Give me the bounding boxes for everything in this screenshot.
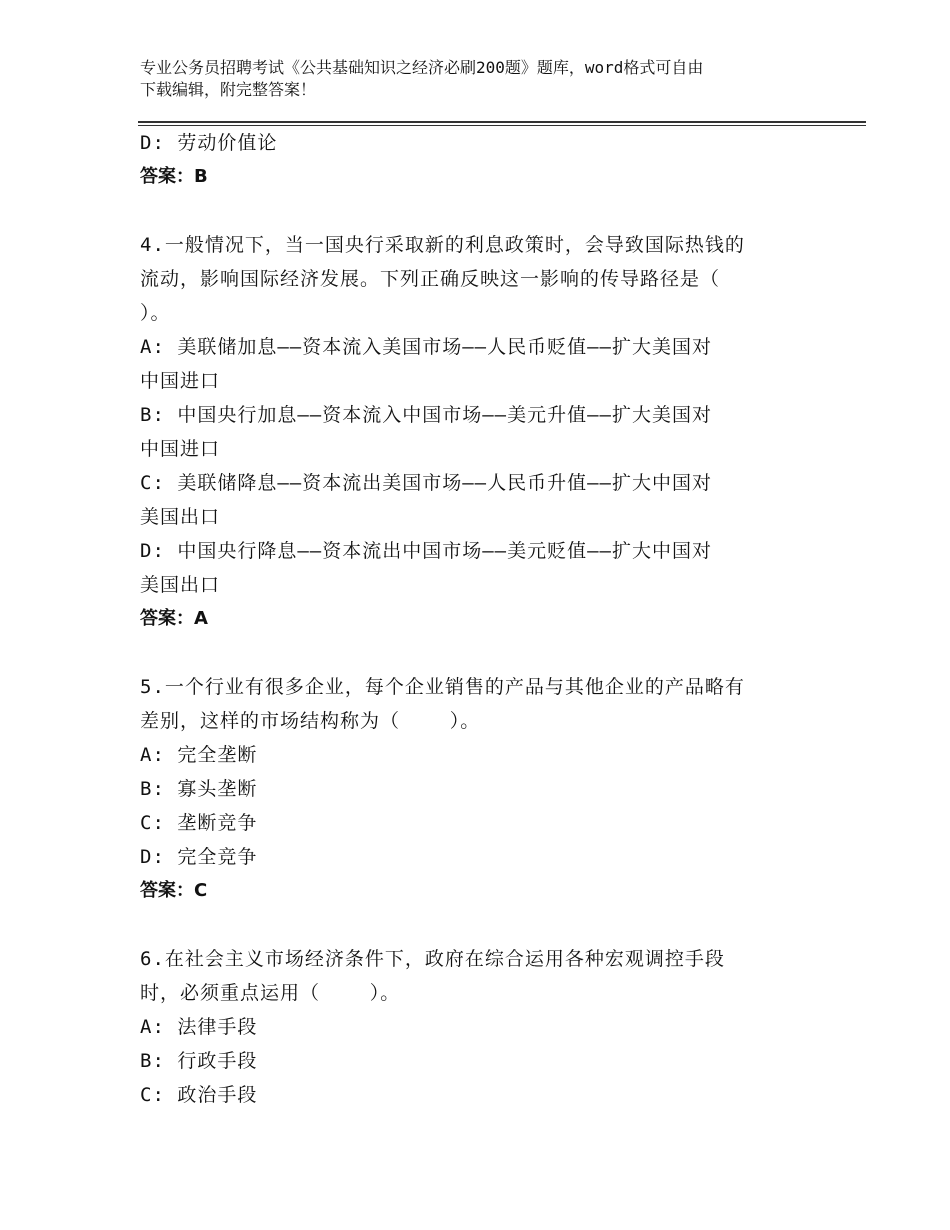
document-body	[140, 126, 810, 1112]
option-d: D: 劳动价值论	[140, 132, 278, 154]
option-c: C: 垄断竞争	[140, 812, 258, 834]
header-line-2: 下载编辑，附完整答案！	[140, 80, 317, 99]
option-a: A: 完全垄断	[140, 744, 258, 766]
question-stem: 时，必须重点运用（ ）。	[140, 982, 401, 1004]
option-a: A: 法律手段	[140, 1016, 258, 1038]
option-d-cont: 美国出口	[140, 574, 221, 596]
answer: 答案：B	[140, 166, 208, 187]
option-b-cont: 中国进口	[140, 438, 221, 460]
answer: 答案：A	[140, 608, 208, 629]
header-divider	[138, 121, 866, 123]
spacer	[140, 194, 810, 228]
question-stem: 6.在社会主义市场经济条件下，政府在综合运用各种宏观调控手段	[140, 948, 725, 970]
spacer	[140, 908, 810, 942]
option-a: A: 美联储加息——资本流入美国市场——人民币贬值——扩大美国对	[140, 336, 712, 358]
option-c-cont: 美国出口	[140, 506, 221, 528]
spacer	[140, 636, 810, 670]
answer: 答案：C	[140, 880, 208, 901]
option-b: B: 中国央行加息——资本流入中国市场——美元升值——扩大美国对	[140, 404, 712, 426]
header-line-1: 专业公务员招聘考试《公共基础知识之经济必刷200题》题库，word格式可自由	[140, 58, 704, 77]
option-b: B: 寡头垄断	[140, 778, 258, 800]
question-stem: ）。	[140, 302, 171, 324]
question-3	[140, 126, 810, 194]
question-5	[140, 670, 810, 908]
option-d: D: 中国央行降息——资本流出中国市场——美元贬值——扩大中国对	[140, 540, 712, 562]
option-c: C: 美联储降息——资本流出美国市场——人民币升值——扩大中国对	[140, 472, 712, 494]
option-c: C: 政治手段	[140, 1084, 258, 1106]
question-stem: 流动，影响国际经济发展。下列正确反映这一影响的传导路径是（	[140, 268, 721, 290]
question-4	[140, 228, 810, 636]
page-header	[140, 57, 840, 101]
question-stem: 差别，这样的市场结构称为（ ）。	[140, 710, 481, 732]
option-b: B: 行政手段	[140, 1050, 258, 1072]
option-a-cont: 中国进口	[140, 370, 221, 392]
question-6	[140, 942, 810, 1112]
question-stem: 4.一般情况下，当一国央行采取新的利息政策时，会导致国际热钱的	[140, 234, 745, 256]
question-stem: 5.一个行业有很多企业，每个企业销售的产品与其他企业的产品略有	[140, 676, 745, 698]
option-d: D: 完全竞争	[140, 846, 258, 868]
